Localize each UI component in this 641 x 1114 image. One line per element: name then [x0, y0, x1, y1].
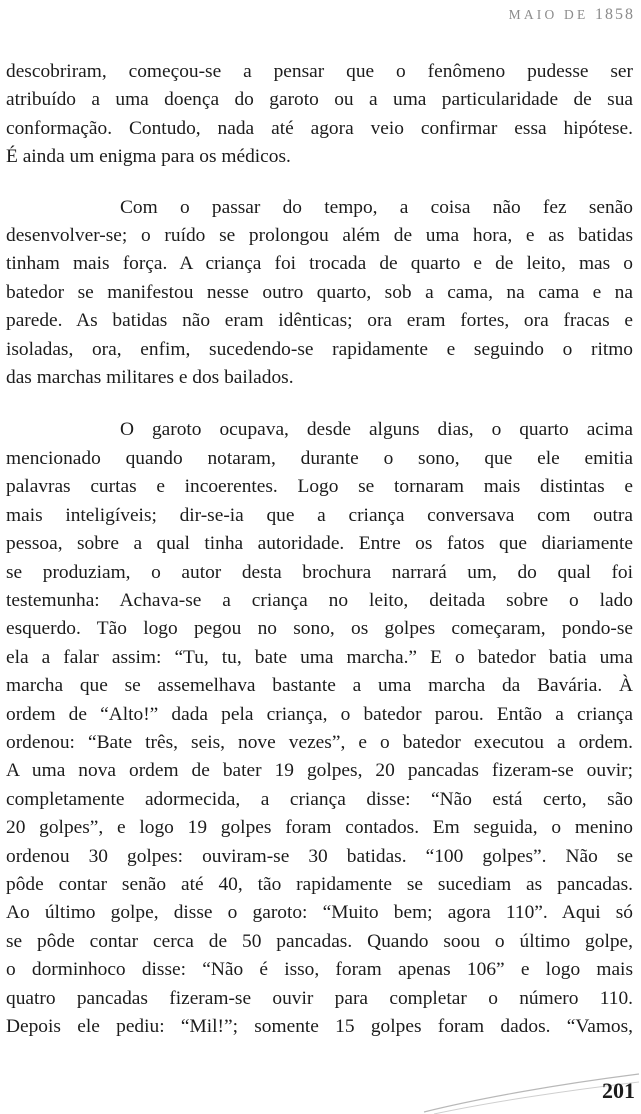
text-line: o dorminhoco disse: “Não é isso, foram apenas 106” e logo mais — [6, 959, 633, 981]
text-line: se produziam, o autor desta brochura narrará um, do qual foi — [6, 561, 633, 583]
paragraph-1 — [6, 58, 633, 172]
page-number: 201 — [602, 1078, 635, 1103]
text-line: 20 golpes”, e logo 19 golpes foram contados. Em seguida, o menino — [6, 817, 633, 839]
text-line: mais inteligíveis; dir-se-ia que a criança conversava com outra — [6, 504, 633, 526]
text-line: ordenou 30 golpes: ouviram-se 30 batidas. “100 golpes”. Não se — [6, 845, 633, 867]
paragraph-2 — [6, 194, 633, 393]
text-line: Ao último golpe, disse o garoto: “Muito bem; agora 110”. Aqui só — [6, 902, 633, 924]
text-line: pessoa, sobre a qual tinha autoridade. Entre os fatos que diariamente — [6, 533, 633, 555]
text-line: das marchas militares e dos bailados. — [6, 367, 294, 389]
text-line: ela a falar assim: “Tu, tu, bate uma marcha.” E o batedor batia uma — [6, 646, 633, 668]
text-line: marcha que se assemelhava bastante a uma marcha da Bavária. À — [6, 675, 633, 697]
text-line: desenvolver-se; o ruído se prolongou além de uma hora, e as batidas — [6, 225, 633, 247]
text-line: testemunha: Achava-se a criança no leito, deitada sobre o lado — [6, 589, 633, 611]
running-title: MAIO DE — [508, 7, 589, 22]
text-line: Com o passar do tempo, a coisa não fez senão — [120, 196, 633, 218]
text-line: O garoto ocupava, desde alguns dias, o quarto acima — [120, 419, 633, 441]
text-line: esquerdo. Tão logo pegou no sono, os golpes começaram, pondo-se — [6, 618, 633, 640]
text-line: se pôde contar cerca de 50 pancadas. Quando soou o último golpe, — [6, 930, 633, 952]
text-line: A uma nova ordem de bater 19 golpes, 20 pancadas fizeram-se ouvir; — [6, 760, 633, 782]
text-line: pôde contar senão até 40, tão rapidamente se sucediam as pancadas. — [6, 873, 633, 895]
text-line: parede. As batidas não eram idênticas; ora eram fortes, ora fracas e — [6, 310, 633, 332]
text-line: Depois ele pediu: “Mil!”; somente 15 golpes foram dados. “Vamos, — [6, 1016, 633, 1037]
text-line: ordem de “Alto!” dada pela criança, o batedor parou. Então a criança — [6, 703, 633, 725]
running-header — [509, 6, 635, 24]
text-line: atribuído a uma doença do garoto ou a uma particularidade de sua — [6, 89, 633, 111]
text-line: tinham mais força. A criança foi trocada de quarto e de leito, mas o — [6, 253, 633, 275]
text-line: conformação. Contudo, nada até agora veio confirmar essa hipótese. — [6, 117, 633, 139]
text-line: ordenou: “Bate três, seis, nove vezes”, e o batedor executou a ordem. — [6, 731, 633, 753]
body-text — [6, 58, 633, 1067]
text-line: descobriram, começou-se a pensar que o fenômeno pudesse ser — [6, 61, 633, 82]
running-year: 1858 — [595, 6, 635, 23]
text-line: mencionado quando notaram, durante o sono, que ele emitia — [6, 447, 633, 469]
text-line: É ainda um enigma para os médicos. — [6, 146, 291, 168]
paragraph-3 — [6, 416, 633, 1041]
text-line: isoladas, ora, enfim, sucedendo-se rapidamente e seguindo o ritmo — [6, 338, 633, 360]
text-line: batedor se manifestou nesse outro quarto, sob a cama, na cama e na — [6, 281, 633, 303]
text-line: quatro pancadas fizeram-se ouvir para completar o número 110. — [6, 987, 633, 1009]
text-line: palavras curtas e incoerentes. Logo se tornaram mais distintas e — [6, 476, 633, 498]
text-line: completamente adormecida, a criança disse: “Não está certo, são — [6, 788, 633, 810]
